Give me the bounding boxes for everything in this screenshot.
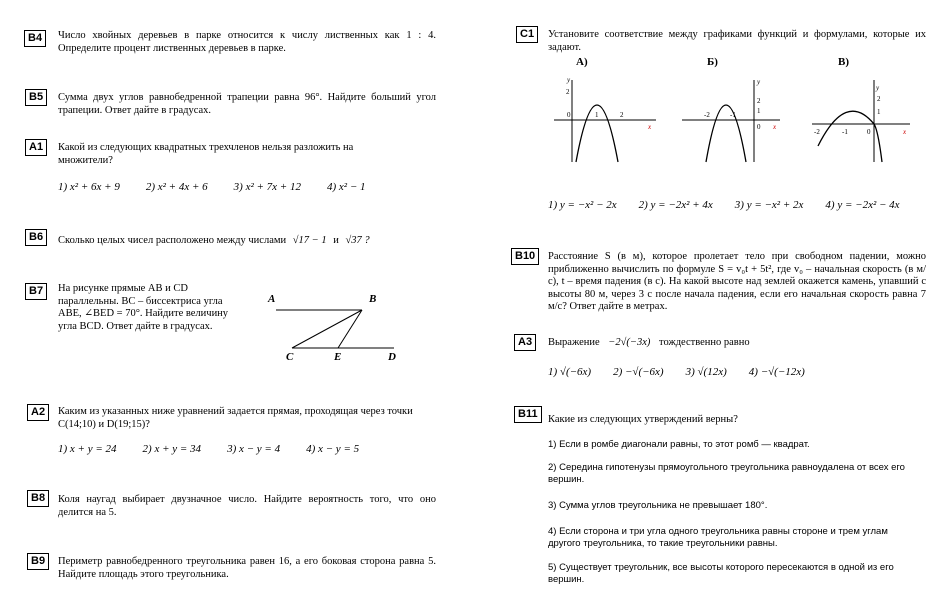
task-tag-a2: A2 bbox=[27, 404, 49, 421]
task-a3-tail: тождественно равно bbox=[659, 337, 750, 348]
task-tag-b9: B9 bbox=[27, 553, 49, 570]
task-b7-text: На рисунке прямые AB и CD параллельны. BC – биссектриса угла ABE, ∠BED = 70°. Найдите величину угла BCD. Ответ дайте в градусах. bbox=[58, 283, 229, 332]
tick: 0 bbox=[867, 128, 871, 136]
tick: -2 bbox=[704, 111, 710, 119]
statement-3: 3) Сумма углов треугольника не превышает 180°. bbox=[548, 500, 768, 511]
graph-b bbox=[680, 76, 790, 164]
option: 4) x² − 1 bbox=[326, 181, 366, 193]
option: 1) x + y = 24 bbox=[58, 443, 117, 455]
option: 4) y = −2x² − 4x bbox=[825, 199, 900, 211]
tick: 1 bbox=[877, 108, 881, 116]
option: 2) −√(−6x) bbox=[613, 366, 664, 378]
graph-a bbox=[552, 76, 662, 164]
tick: 0 bbox=[757, 123, 761, 131]
task-a3-lead: Выражение bbox=[548, 337, 600, 348]
y-axis-label: y bbox=[567, 76, 571, 84]
tick: 2 bbox=[877, 95, 881, 103]
task-tag-b4: B4 bbox=[24, 30, 46, 47]
point-d: D bbox=[388, 351, 396, 363]
tick: 1 bbox=[595, 111, 599, 119]
task-tag-b7: B7 bbox=[25, 283, 47, 300]
option: 2) x² + 4x + 6 bbox=[145, 181, 208, 193]
task-tag-c1: C1 bbox=[516, 26, 538, 43]
option: 1) √(−6x) bbox=[548, 366, 592, 378]
tick: 2 bbox=[620, 111, 624, 119]
tick: -1 bbox=[842, 128, 848, 136]
task-b11-text: Какие из следующих утверждений верны? bbox=[548, 414, 738, 425]
graph-label-a: А) bbox=[576, 56, 588, 68]
task-b6-expr1: √17 − 1 bbox=[292, 235, 327, 246]
task-b6-and: и bbox=[333, 235, 339, 246]
task-a3-options bbox=[548, 366, 805, 378]
option: 1) x² + 6x + 9 bbox=[58, 181, 120, 193]
graph-label-c: В) bbox=[838, 56, 849, 68]
option: 2) y = −2x² + 4x bbox=[638, 199, 713, 211]
line-bc bbox=[292, 310, 362, 348]
point-e: E bbox=[334, 351, 342, 363]
task-b10-text: Расстояние S (в м), которое пролетает тело при свободном падении, можно приближенно вычислить по формуле S = v₀t + 5t², где v₀ – начальная скорость (в м/с), t – время падения (в с). На какой высоте над землей окажется камень, упавший с высоты 80 м, через 3 с после начала падения, если его начальная скорость равна 7 м/с? Ответ дайте в метрах. bbox=[548, 251, 926, 312]
option: 3) y = −x² + 2x bbox=[734, 199, 804, 211]
task-a2-text: Каким из указанных ниже уравнений задается прямая, проходящая через точки C(14;10) и D(19;15)? bbox=[58, 406, 413, 430]
task-a3-expr: −2√(−3x) bbox=[608, 337, 651, 348]
task-a3-text bbox=[548, 337, 750, 350]
task-c1-options bbox=[548, 199, 900, 211]
option: 3) x − y = 4 bbox=[227, 443, 281, 455]
task-a2-options bbox=[58, 443, 385, 455]
task-b6-expr2: √37 ? bbox=[345, 235, 370, 246]
y-axis-label: y bbox=[757, 78, 761, 86]
task-c1-text: Установите соответствие между графиками функций и формулами, которые их задают. bbox=[548, 29, 926, 53]
task-b5-text: Сумма двух углов равнобедренной трапеции равна 96°. Найдите больший угол трапеции. Ответ дайте в градусах. bbox=[58, 92, 436, 116]
point-a: A bbox=[268, 293, 276, 305]
option: 1) y = −x² − 2x bbox=[548, 199, 617, 211]
task-tag-b11: B11 bbox=[514, 406, 542, 423]
x-axis-label: x bbox=[903, 128, 907, 136]
tick: 1 bbox=[757, 107, 761, 115]
point-c: C bbox=[286, 351, 294, 363]
task-b6-text bbox=[58, 235, 370, 248]
statement-4: 4) Если сторона и три угла одного треугольника равны стороне и трем углам другого треугольника, то такие треугольники равны. bbox=[548, 526, 888, 549]
task-b9-text: Периметр равнобедренного треугольника равен 16, а его боковая сторона равна 5. Найдите площадь этого треугольника. bbox=[58, 556, 436, 580]
statement-1: 1) Если в ромбе диагонали равны, то этот ромб — квадрат. bbox=[548, 439, 810, 450]
task-a1-options bbox=[58, 181, 392, 193]
tick: -2 bbox=[814, 128, 820, 136]
option: 3) x² + 7x + 12 bbox=[233, 181, 301, 193]
option: 4) −√(−12x) bbox=[748, 366, 805, 378]
tick: 2 bbox=[757, 97, 761, 105]
tick: -1 bbox=[730, 111, 736, 119]
statement-2: 2) Середина гипотенузы прямоугольного треугольника равноудалена от всех его вершин. bbox=[548, 462, 905, 485]
x-axis-label: x bbox=[773, 123, 777, 131]
task-b8-text: Коля наугад выбирает двузначное число. Найдите вероятность того, что оно делится на 5. bbox=[58, 494, 436, 518]
task-tag-b5: B5 bbox=[25, 89, 47, 106]
task-tag-b8: B8 bbox=[27, 490, 49, 507]
task-tag-b10: B10 bbox=[511, 248, 539, 265]
x-axis-label: x bbox=[648, 123, 652, 131]
task-b6-question: Сколько целых чисел расположено между числами bbox=[58, 235, 287, 246]
task-tag-b6: B6 bbox=[25, 229, 47, 246]
task-tag-a1: A1 bbox=[25, 139, 47, 156]
y-axis-label: y bbox=[876, 84, 880, 92]
tick: 2 bbox=[566, 88, 570, 96]
graph-label-b: Б) bbox=[707, 56, 718, 68]
statement-5: 5) Существует треугольник, все высоты которого пересекаются в одной из его вершин. bbox=[548, 562, 894, 585]
task-b4-text: Число хвойных деревьев в парке относится к числу лиственных как 1 : 4. Определите процент лиственных деревьев в парке. bbox=[58, 30, 436, 54]
task-a1-text: Какой из следующих квадратных трехчленов нельзя разложить на множители? bbox=[58, 142, 354, 166]
line-be bbox=[338, 310, 362, 348]
tick: 0 bbox=[567, 111, 571, 119]
option: 2) x + y = 34 bbox=[142, 443, 202, 455]
task-tag-a3: A3 bbox=[514, 334, 536, 351]
graph-c bbox=[810, 76, 920, 164]
option: 3) √(12x) bbox=[685, 366, 727, 378]
point-b: B bbox=[369, 293, 377, 305]
option: 4) x − y = 5 bbox=[306, 443, 360, 455]
